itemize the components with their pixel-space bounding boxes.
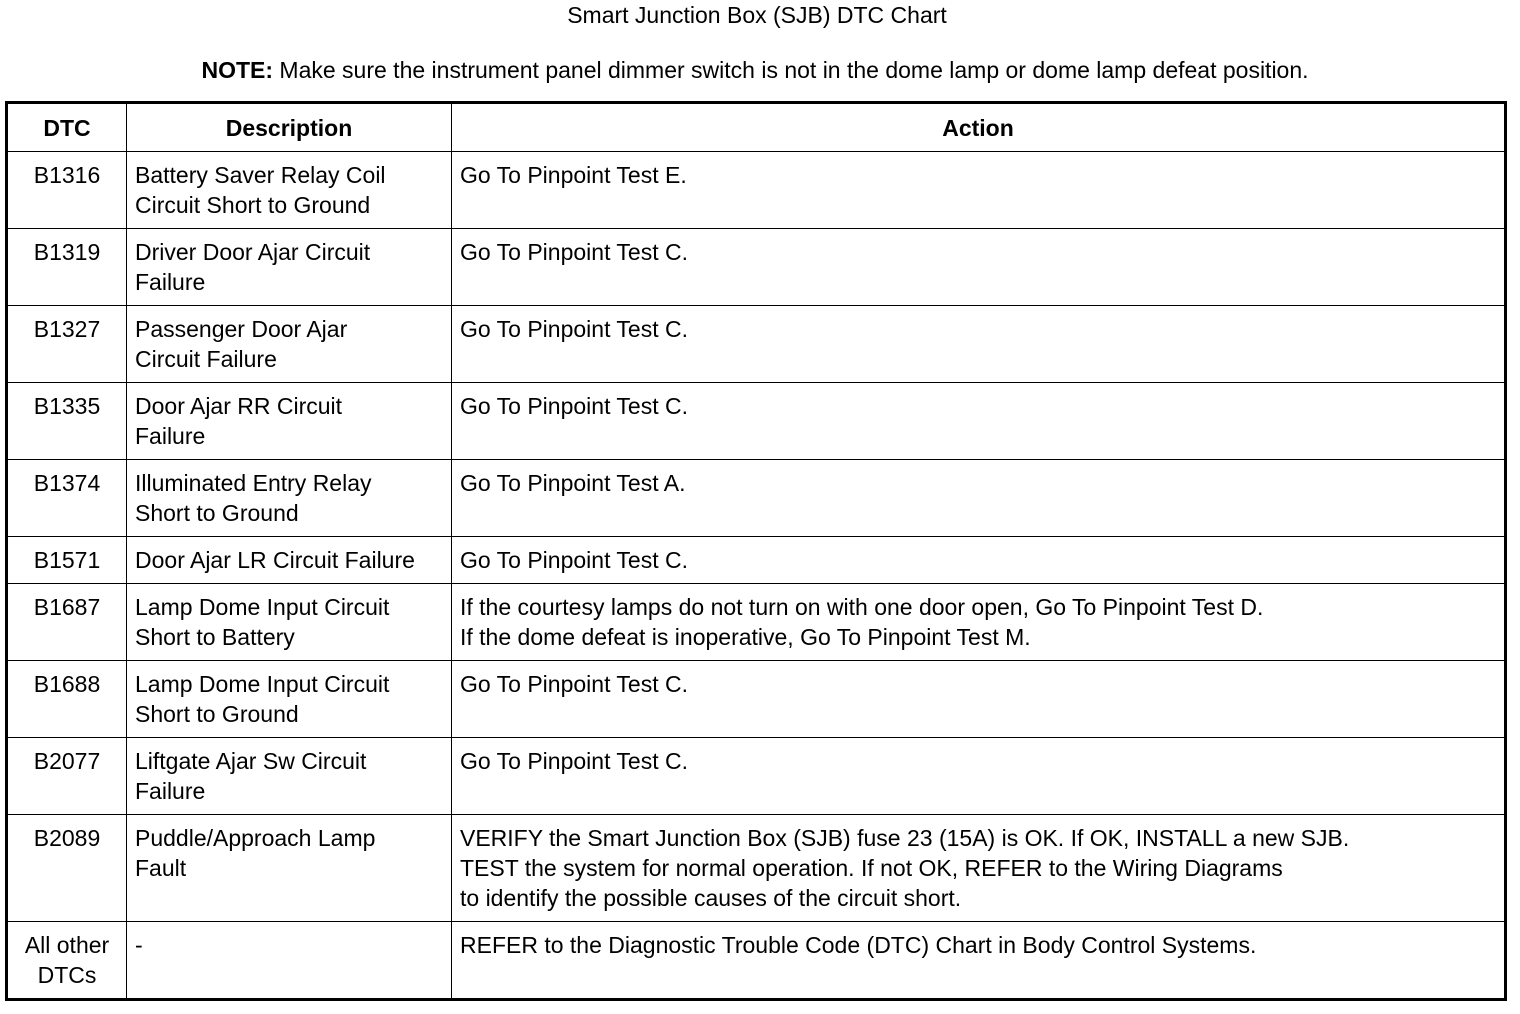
dtc-description-line: Failure xyxy=(135,778,206,804)
dtc-description-line: Door Ajar RR Circuit xyxy=(135,393,343,419)
dtc-action-cell xyxy=(452,815,1506,922)
dtc-description-line: Driver Door Ajar Circuit xyxy=(135,239,371,265)
dtc-description-cell xyxy=(127,306,452,383)
table-row xyxy=(7,537,1506,584)
dtc-description-line: Illuminated Entry Relay xyxy=(135,470,372,496)
dtc-action-line: REFER to the Diagnostic Trouble Code (DTC) Chart in Body Control Systems. xyxy=(460,932,1257,958)
dtc-description-line: Lamp Dome Input Circuit xyxy=(135,594,390,620)
dtc-code-line: B1327 xyxy=(33,316,101,342)
dtc-description-line: Failure xyxy=(135,423,206,449)
dtc-code-line: B1319 xyxy=(33,239,101,265)
dtc-action-line: If the courtesy lamps do not turn on with one door open, Go To Pinpoint Test D. xyxy=(460,594,1264,620)
dtc-code-cell xyxy=(7,229,127,306)
dtc-action-cell xyxy=(452,460,1506,537)
dtc-action-line: Go To Pinpoint Test C. xyxy=(460,547,689,573)
dtc-description-line: Short to Battery xyxy=(135,624,295,650)
dtc-description-cell xyxy=(127,229,452,306)
table-header-row xyxy=(7,103,1506,152)
dtc-description-cell xyxy=(127,815,452,922)
table-row xyxy=(7,229,1506,306)
dtc-description-line: Liftgate Ajar Sw Circuit xyxy=(135,748,367,774)
dtc-code-cell xyxy=(7,537,127,584)
dtc-description-line: - xyxy=(135,932,143,958)
dtc-action-line: Go To Pinpoint Test C. xyxy=(460,748,689,774)
table-row xyxy=(7,460,1506,537)
dtc-description-cell xyxy=(127,922,452,1000)
dtc-code-line: B2089 xyxy=(33,825,101,851)
dtc-action-line: Go To Pinpoint Test E. xyxy=(460,162,687,188)
dtc-description-line: Passenger Door Ajar xyxy=(135,316,348,342)
dtc-table xyxy=(5,101,1507,1001)
dtc-action-line: Go To Pinpoint Test C. xyxy=(460,671,689,697)
dtc-action-cell xyxy=(452,922,1506,1000)
dtc-description-line: Short to Ground xyxy=(135,701,299,727)
dtc-code-line: B2077 xyxy=(33,748,101,774)
dtc-description-cell xyxy=(127,152,452,229)
dtc-description-line: Short to Ground xyxy=(135,500,299,526)
dtc-description-line: Door Ajar LR Circuit Failure xyxy=(135,547,415,573)
dtc-action-cell xyxy=(452,584,1506,661)
dtc-code-line: All other xyxy=(24,932,110,958)
dtc-code-cell xyxy=(7,306,127,383)
note xyxy=(0,57,1510,83)
dtc-description-line: Circuit Short to Ground xyxy=(135,192,371,218)
dtc-action-line: Go To Pinpoint Test C. xyxy=(460,393,689,419)
dtc-code-cell xyxy=(7,815,127,922)
dtc-description-line: Lamp Dome Input Circuit xyxy=(135,671,390,697)
dtc-description-cell xyxy=(127,383,452,460)
dtc-code-cell xyxy=(7,922,127,1000)
table-row xyxy=(7,815,1506,922)
table-row xyxy=(7,152,1506,229)
dtc-description-cell xyxy=(127,537,452,584)
table-row xyxy=(7,584,1506,661)
table-row xyxy=(7,738,1506,815)
dtc-code-line: B1688 xyxy=(33,671,101,697)
dtc-description-line: Circuit Failure xyxy=(135,346,277,372)
dtc-code-cell xyxy=(7,584,127,661)
dtc-action-cell xyxy=(452,152,1506,229)
dtc-description-cell xyxy=(127,661,452,738)
dtc-code-line: B1335 xyxy=(33,393,101,419)
dtc-code-line: B1687 xyxy=(33,594,101,620)
dtc-action-line: If the dome defeat is inoperative, Go To Pinpoint Test M. xyxy=(460,624,1031,650)
dtc-code-line: DTCs xyxy=(37,962,97,988)
note-text: Make sure the instrument panel dimmer switch is not in the dome lamp or dome lamp defeat position. xyxy=(273,57,1309,83)
table-body xyxy=(7,152,1506,1000)
dtc-action-line: to identify the possible causes of the circuit short. xyxy=(460,885,962,911)
dtc-description-line: Puddle/Approach Lamp xyxy=(135,825,376,851)
table-row xyxy=(7,661,1506,738)
dtc-code-line: B1374 xyxy=(33,470,101,496)
chart-title: Smart Junction Box (SJB) DTC Chart xyxy=(567,2,947,28)
dtc-action-cell xyxy=(452,661,1506,738)
dtc-code-cell xyxy=(7,738,127,815)
header-description: Description xyxy=(127,103,452,152)
dtc-description-line: Failure xyxy=(135,269,206,295)
dtc-description-line: Fault xyxy=(135,855,187,881)
dtc-code-cell xyxy=(7,152,127,229)
dtc-action-line: TEST the system for normal operation. If not OK, REFER to the Wiring Diagrams xyxy=(460,855,1283,881)
dtc-action-cell xyxy=(452,738,1506,815)
dtc-code-cell xyxy=(7,383,127,460)
dtc-code-cell xyxy=(7,460,127,537)
dtc-action-line: VERIFY the Smart Junction Box (SJB) fuse 23 (15A) is OK. If OK, INSTALL a new SJB. xyxy=(460,825,1350,851)
dtc-action-cell xyxy=(452,229,1506,306)
dtc-code-line: B1316 xyxy=(33,162,101,188)
dtc-description-line: Battery Saver Relay Coil xyxy=(135,162,386,188)
dtc-code-line: B1571 xyxy=(33,547,101,573)
dtc-action-line: Go To Pinpoint Test C. xyxy=(460,316,689,342)
dtc-code-cell xyxy=(7,661,127,738)
dtc-action-line: Go To Pinpoint Test C. xyxy=(460,239,689,265)
dtc-action-cell xyxy=(452,306,1506,383)
dtc-action-line: Go To Pinpoint Test A. xyxy=(460,470,686,496)
dtc-description-cell xyxy=(127,460,452,537)
table-row xyxy=(7,922,1506,1000)
table-row xyxy=(7,383,1506,460)
dtc-action-cell xyxy=(452,383,1506,460)
dtc-description-cell xyxy=(127,738,452,815)
table-row xyxy=(7,306,1506,383)
header-action: Action xyxy=(452,103,1506,152)
dtc-action-cell xyxy=(452,537,1506,584)
dtc-description-cell xyxy=(127,584,452,661)
note-label: NOTE: xyxy=(201,57,274,83)
header-dtc: DTC xyxy=(7,103,127,152)
